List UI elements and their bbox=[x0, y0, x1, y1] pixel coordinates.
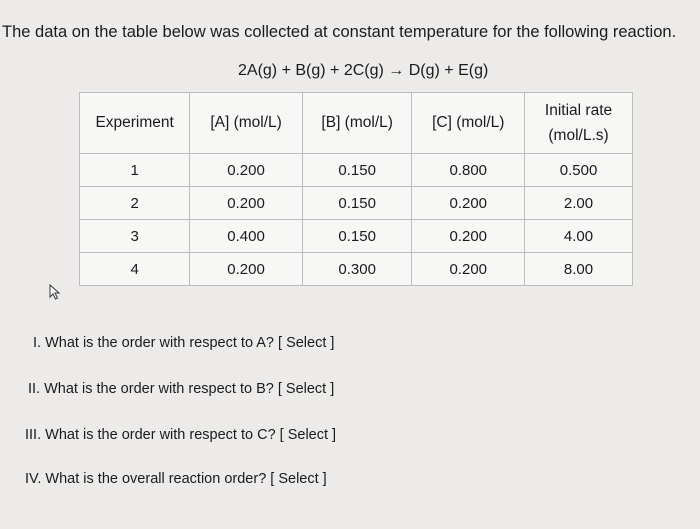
order-a-select[interactable]: [ Select ] bbox=[278, 335, 335, 351]
question-overall-order bbox=[25, 471, 327, 487]
cell-conc-c: 0.800 bbox=[412, 154, 525, 187]
order-c-select[interactable]: [ Select ] bbox=[279, 427, 337, 443]
cell-rate: 2.00 bbox=[525, 187, 633, 220]
cell-rate: 0.500 bbox=[525, 154, 633, 187]
cell-rate: 4.00 bbox=[525, 220, 633, 253]
header-rate-line1: Initial rate bbox=[544, 102, 613, 119]
question-text: IV. What is the overall reaction order? bbox=[25, 471, 267, 487]
table-row bbox=[80, 187, 633, 220]
cell-conc-a: 0.200 bbox=[190, 154, 303, 187]
cell-experiment: 4 bbox=[80, 253, 190, 286]
cell-conc-b: 0.150 bbox=[302, 220, 412, 253]
overall-order-select[interactable]: [ Select ] bbox=[270, 471, 327, 487]
table-row bbox=[80, 253, 633, 286]
cell-experiment: 2 bbox=[80, 187, 190, 220]
cell-conc-c: 0.200 bbox=[412, 187, 525, 220]
header-initial-rate bbox=[525, 93, 633, 154]
cell-rate: 8.00 bbox=[525, 253, 633, 286]
header-conc-a: [A] (mol/L) bbox=[190, 93, 303, 154]
table-header-row bbox=[80, 93, 633, 154]
cell-conc-a: 0.400 bbox=[190, 220, 303, 253]
header-conc-b: [B] (mol/L) bbox=[302, 93, 412, 154]
question-text: III. What is the order with respect to C? bbox=[25, 427, 276, 443]
cell-conc-c: 0.200 bbox=[412, 220, 525, 253]
reaction-equation: 2A(g) + B(g) + 2C(g) → D(g) + E(g) bbox=[238, 62, 489, 79]
header-experiment: Experiment bbox=[80, 93, 190, 154]
mouse-pointer-icon bbox=[48, 284, 62, 300]
cell-experiment: 1 bbox=[80, 154, 190, 187]
cell-conc-c: 0.200 bbox=[412, 253, 525, 286]
question-text: I. What is the order with respect to A? bbox=[33, 335, 274, 351]
question-order-c bbox=[25, 427, 336, 443]
cell-conc-b: 0.300 bbox=[302, 253, 412, 286]
header-rate-line2: (mol/L.s) bbox=[548, 127, 609, 144]
question-order-a bbox=[33, 335, 334, 351]
question-order-b bbox=[28, 381, 334, 397]
cell-conc-b: 0.150 bbox=[302, 154, 412, 187]
intro-text: The data on the table below was collected at constant temperature for the following reaction. bbox=[2, 23, 677, 41]
question-text: II. What is the order with respect to B? bbox=[28, 381, 274, 397]
table-row bbox=[80, 220, 633, 253]
order-b-select[interactable]: [ Select ] bbox=[277, 381, 335, 397]
cell-conc-b: 0.150 bbox=[302, 187, 412, 220]
cell-experiment: 3 bbox=[80, 220, 190, 253]
cell-conc-a: 0.200 bbox=[190, 253, 303, 286]
table-row bbox=[80, 154, 633, 187]
cell-conc-a: 0.200 bbox=[190, 187, 303, 220]
header-conc-c: [C] (mol/L) bbox=[412, 93, 525, 154]
data-table bbox=[79, 92, 633, 286]
